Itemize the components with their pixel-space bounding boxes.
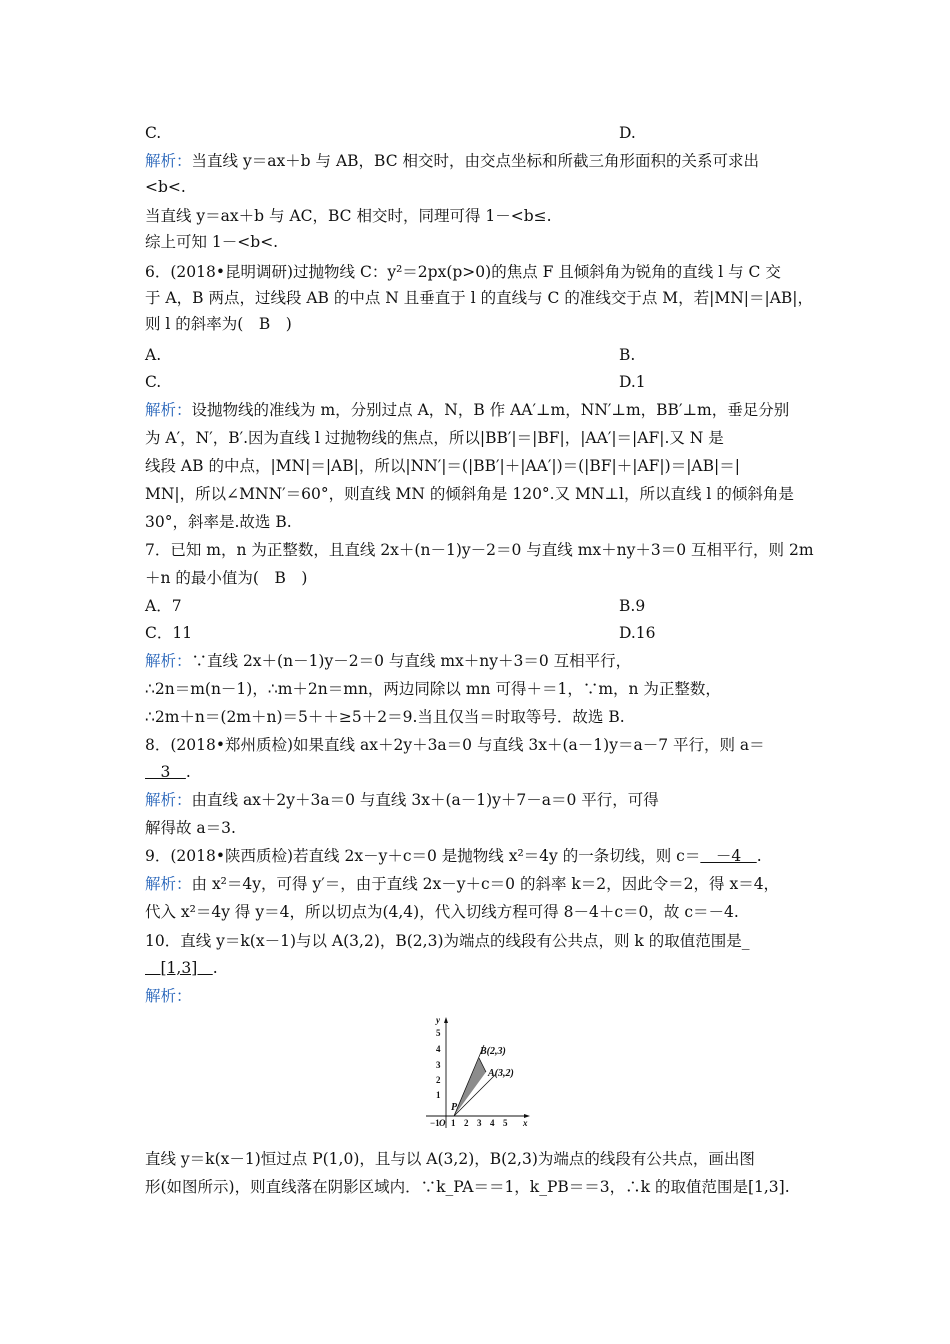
x-tick-1: 1: [451, 1118, 456, 1128]
q10-solution-line-1: 直线 y＝k(x－1)恒过点 P(1,0)，且与以 A(3,2)，B(2,3)为端点的线段有公共点，画出图: [145, 1150, 755, 1168]
x-tick-2: 2: [464, 1118, 469, 1128]
q6-stem-line-3: 则 l 的斜率为( B ): [145, 315, 292, 333]
q5-solution-text-1: 当直线 y＝ax＋b 与 AB，BC 相交时，由交点坐标和所截三角形面积的关系可求出: [191, 152, 760, 170]
q5-option-c-row: [145, 123, 825, 143]
q9-solution-label: 解析：: [145, 875, 192, 893]
q6-solution-label: 解析：: [145, 401, 192, 419]
q6-solution-text-1: 设抛物线的准线为 m，分别过点 A，N，B 作 AA′⊥m，NN′⊥m，BB′⊥m，垂足分别: [191, 401, 790, 419]
q6-option-b: B.: [619, 346, 636, 364]
q10-answer-blank: [1,3]: [145, 959, 213, 977]
q6-stem-line-2: 于 A，B 两点，过线段 AB 的中点 N 且垂直于 l 的直线与 C 的准线交于点 M，若|MN|＝|AB|，: [145, 289, 814, 307]
y-tick-3: 3: [436, 1060, 441, 1070]
q5-solution-line-1: [145, 151, 825, 171]
y-tick-4: 4: [436, 1044, 441, 1054]
q10-solution-label: 解析：: [145, 987, 192, 1005]
q9-stem-text: 9．(2018•陕西质检)若直线 2x－y＋c＝0 是抛物线 x²＝4y 的一条切线，则 c＝: [145, 847, 701, 865]
q7-option-c: C．11: [145, 624, 193, 642]
q10-stem-line-2: [145, 958, 825, 978]
q9-solution-line-1: [145, 874, 825, 894]
q9-solution-line-2: 代入 x²＝4y 得 y＝4，所以切点为(4,4)，代入切线方程可得 8－4＋c＝0，故 c＝－4.: [145, 903, 739, 921]
x-tick-5: 5: [503, 1118, 508, 1128]
q9-stem-line: [145, 846, 825, 866]
origin-label: O: [439, 1118, 446, 1128]
q7-solution-line-3: ∴2m＋n＝(2m＋n)＝5＋＋≥5＋2＝9.当且仅当＝时取等号．故选 B.: [145, 708, 625, 726]
q5-option-d: D.: [619, 124, 636, 142]
q10-solution-line-2: 形(如图所示)，则直线落在阴影区域内．∵k_PA＝＝1，k_PB＝＝3，∴k 的取值范围是[1,3].: [145, 1178, 790, 1196]
q10-stem-line-1: 10．直线 y＝k(x－1)与以 A(3,2)，B(2,3)为端点的线段有公共点，则 k 的取值范围是_: [145, 932, 750, 950]
q5-solution-line-2: <b<.: [145, 178, 186, 196]
q8-solution-line-2: 解得故 a＝3.: [145, 819, 236, 837]
q7-solution-text-1: ∵直线 2x＋(n－1)y－2＝0 与直线 mx＋ny＋3＝0 互相平行，: [191, 652, 632, 670]
q5-solution-label: 解析：: [145, 152, 192, 170]
q8-solution-text-1: 由直线 ax＋2y＋3a＝0 与直线 3x＋(a－1)y＋7－a＝0 平行，可得: [191, 791, 659, 809]
q6-options-ab: [145, 345, 825, 365]
point-p-label: P: [451, 1102, 458, 1113]
q9-answer-blank: －4: [700, 847, 757, 865]
q8-answer-blank: 3: [145, 763, 186, 781]
q5-solution-line-3: 当直线 y＝ax＋b 与 AC，BC 相交时，同理可得 1－<b≤.: [145, 207, 552, 225]
q7-option-d: D.16: [619, 624, 656, 642]
q7-option-b: B.9: [619, 597, 646, 615]
q7-solution-line-2: ∴2n＝m(n－1)，∴m＋2n＝mn，两边同除以 mn 可得＋＝1，∵m，n 为正整数，: [145, 680, 721, 698]
q8-solution-line-1: [145, 790, 825, 810]
q7-options-cd: [145, 623, 825, 643]
q7-stem-line-1: 7．已知 m，n 为正整数，且直线 2x＋(n－1)y－2＝0 与直线 mx＋ny＋3＝0 互相平行，则 2m: [145, 541, 814, 559]
y-axis-label: y: [436, 1015, 440, 1025]
q6-solution-line-2: 为 A′，N′，B′.因为直线 l 过抛物线的焦点，所以|BB′|＝|BF|，|AA′|＝|AF|.又 N 是: [145, 429, 724, 447]
x-axis-label: x: [523, 1118, 528, 1128]
q8-solution-label: 解析：: [145, 791, 192, 809]
q5-solution-line-4: 综上可知 1－<b<.: [145, 233, 279, 251]
y-tick-neg-1: −1: [430, 1118, 440, 1128]
q8-stem-line-1: 8．(2018•郑州质检)如果直线 ax＋2y＋3a＝0 与直线 3x＋(a－1)y＝a－7 平行，则 a＝: [145, 736, 765, 754]
y-tick-2: 2: [436, 1075, 441, 1085]
point-a-label: A(3,2): [488, 1068, 514, 1079]
q6-option-d: D.1: [619, 373, 646, 391]
q5-option-c: C.: [145, 124, 162, 142]
y-axis-arrow: [444, 1017, 448, 1023]
q7-options-ab: [145, 596, 825, 616]
shaded-region: [454, 1058, 486, 1116]
y-tick-5: 5: [436, 1028, 441, 1038]
q10-solution-label-line: [145, 986, 825, 1006]
q6-option-c: C.: [145, 373, 162, 391]
q6-options-cd: [145, 372, 825, 392]
q6-solution-line-4: MN|，所以∠MNN′＝60°，则直线 MN 的倾斜角是 120°.又 MN⊥l，所以直线 l 的倾斜角是: [145, 485, 794, 503]
x-tick-3: 3: [477, 1118, 482, 1128]
q6-solution-line-3: 线段 AB 的中点，|MN|＝|AB|，所以|NN′|＝(|BB′|＋|AA′|)＝(|BF|＋|AF|)＝|AB|＝|: [145, 457, 740, 475]
q6-solution-line-1: [145, 400, 825, 420]
point-b-label: B(2,3): [480, 1046, 506, 1057]
q10-stem-end: .: [212, 959, 218, 977]
q9-solution-text-1: 由 x²＝4y，可得 y′＝，由于直线 2x－y＋c＝0 的斜率 k＝2，因此令＝2，得 x＝4，: [191, 875, 780, 893]
coordinate-figure: [418, 1012, 536, 1130]
q6-option-a: A.: [145, 346, 162, 364]
q7-stem-line-2: ＋n 的最小值为( B ): [145, 569, 308, 587]
q7-solution-line-1: [145, 651, 825, 671]
q7-solution-label: 解析：: [145, 652, 192, 670]
q6-solution-line-5: 30°，斜率是.故选 B.: [145, 513, 292, 531]
q8-stem-end: .: [185, 763, 191, 781]
q6-stem-line-1: 6．(2018•昆明调研)过抛物线 C：y²＝2px(p>0)的焦点 F 且倾斜角为锐角的直线 l 与 C 交: [145, 263, 781, 281]
q9-stem-end: .: [756, 847, 762, 865]
y-tick-1: 1: [436, 1090, 441, 1100]
q7-option-a: A．7: [145, 597, 182, 615]
q8-stem-line-2: [145, 762, 825, 782]
x-tick-4: 4: [490, 1118, 495, 1128]
